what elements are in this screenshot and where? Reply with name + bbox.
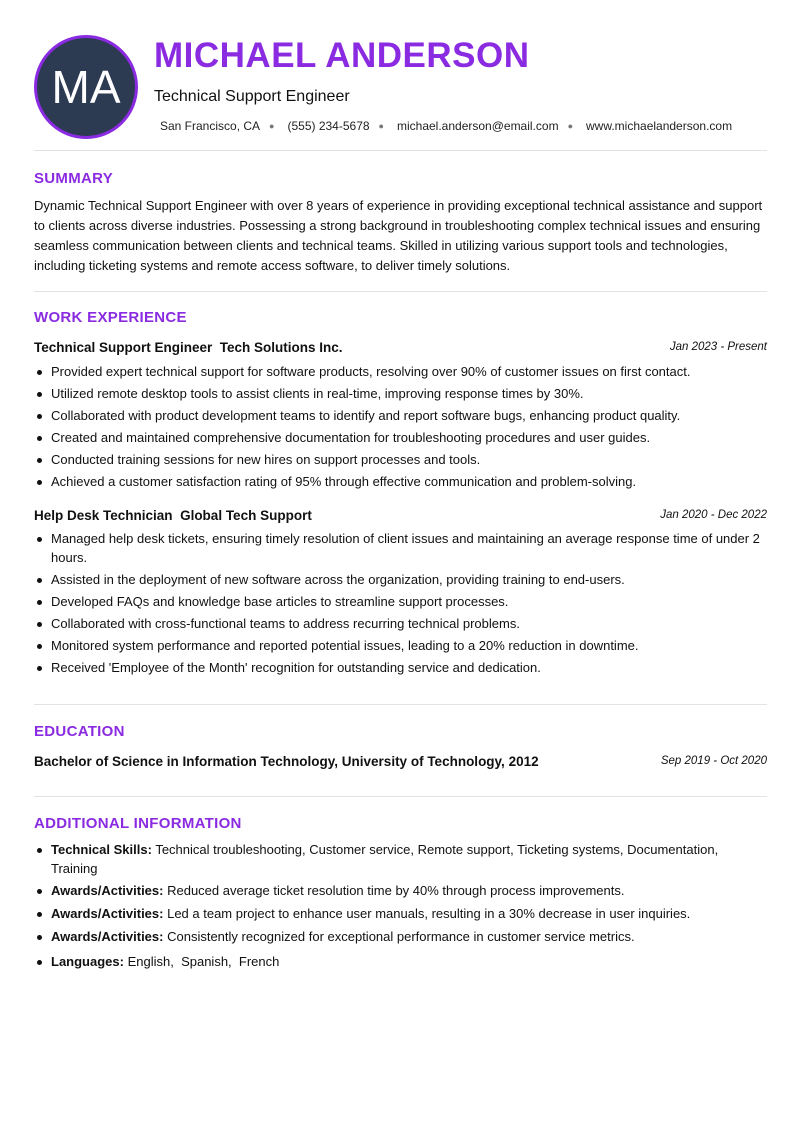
summary-text: Dynamic Technical Support Engineer with over 8 years of experience in providing exceptional technical assistance and support to clients across diverse industries. Possessing a strong background in troubleshooting complex technical issues and ensuring seamless communication between clients and technical teams. Skilled in utilizing various support tools and technologies, including ticketing systems and remote access software, to deliver timely solutions. bbox=[34, 198, 763, 273]
education-degree: Bachelor of Science in Information Technology, University of Technology, 2012 bbox=[34, 753, 539, 769]
list-item: Collaborated with cross-functional teams to address recurring technical problems. bbox=[34, 615, 767, 634]
job-bullets bbox=[34, 363, 767, 496]
separator-dot-icon: ● bbox=[567, 121, 574, 131]
candidate-name: MICHAEL ANDERSON bbox=[154, 36, 530, 75]
avatar bbox=[34, 35, 138, 139]
job-role-company bbox=[34, 340, 343, 355]
additional-heading: ADDITIONAL INFORMATION bbox=[34, 815, 242, 832]
item-label: Awards/Activities: bbox=[51, 928, 164, 944]
separator-dot-icon: ● bbox=[378, 121, 384, 131]
job-company: Global Tech Support bbox=[180, 507, 312, 523]
item-label: Technical Skills: bbox=[51, 842, 152, 857]
separator-dot-icon: ● bbox=[269, 121, 275, 131]
divider bbox=[34, 704, 767, 705]
job-dates: Jan 2023 - Present bbox=[669, 341, 767, 353]
list-item bbox=[34, 928, 767, 947]
list-item: Developed FAQs and knowledge base articles to streamline support processes. bbox=[34, 593, 767, 612]
divider bbox=[34, 150, 767, 151]
list-item: Achieved a customer satisfaction rating of 95% through effective communication and problem-solving. bbox=[34, 473, 767, 492]
list-item: Managed help desk tickets, ensuring timely resolution of client issues and maintaining an average response time of under 2 hours. bbox=[34, 530, 767, 567]
summary-heading: SUMMARY bbox=[34, 170, 114, 187]
education-dates: Sep 2019 - Oct 2020 bbox=[660, 755, 767, 767]
list-item: Monitored system performance and reported potential issues, leading to a 20% reduction in downtime. bbox=[34, 637, 767, 656]
contact-bar bbox=[160, 119, 732, 133]
list-item bbox=[34, 882, 767, 901]
list-item bbox=[34, 905, 767, 924]
job-header bbox=[34, 506, 767, 524]
job-title: Technical Support Engineer bbox=[154, 88, 350, 105]
list-item: Collaborated with product development teams to identify and report software bugs, enhancing product quality. bbox=[34, 407, 767, 426]
item-text: Led a team project to enhance user manuals, resulting in a 30% decrease in user inquiries. bbox=[167, 905, 691, 921]
contact-website[interactable]: www.michaelanderson.com bbox=[586, 119, 733, 133]
job-dates: Jan 2020 - Dec 2022 bbox=[660, 509, 767, 521]
divider bbox=[34, 796, 767, 797]
experience-heading: WORK EXPERIENCE bbox=[34, 309, 187, 326]
job-header bbox=[34, 338, 767, 356]
contact-phone: (555) 234-5678 bbox=[287, 119, 370, 133]
job-role: Help Desk Technician bbox=[34, 507, 173, 523]
job-bullets bbox=[34, 530, 767, 681]
item-text: Reduced average ticket resolution time by 40% through process improvements. bbox=[167, 883, 625, 899]
item-label: Languages: bbox=[51, 954, 124, 970]
education-entry bbox=[34, 752, 767, 770]
item-label: Awards/Activities: bbox=[51, 905, 164, 921]
item-label: Awards/Activities: bbox=[51, 883, 164, 899]
list-item: Utilized remote desktop tools to assist clients in real-time, improving response times by 30%. bbox=[34, 385, 767, 404]
education-heading: EDUCATION bbox=[34, 723, 125, 740]
list-item: Assisted in the deployment of new software across the organization, providing training to end-users. bbox=[34, 571, 767, 590]
job-role-company bbox=[34, 508, 312, 523]
item-text: Technical troubleshooting, Customer service, Remote support, Ticketing systems, Documentation, Training bbox=[51, 842, 719, 876]
contact-email[interactable]: michael.anderson@email.com bbox=[396, 119, 559, 133]
job-role: Technical Support Engineer bbox=[34, 339, 213, 355]
list-item: Conducted training sessions for new hires on support processes and tools. bbox=[34, 451, 767, 470]
item-text: English, Spanish, French bbox=[127, 954, 280, 970]
list-item bbox=[34, 953, 767, 972]
list-item bbox=[34, 841, 767, 878]
additional-list bbox=[34, 841, 767, 976]
list-item: Provided expert technical support for software products, resolving over 90% of customer issues on first contact. bbox=[34, 363, 767, 382]
list-item: Created and maintained comprehensive documentation for troubleshooting procedures and user guides. bbox=[34, 429, 767, 448]
job-company: Tech Solutions Inc. bbox=[219, 339, 343, 355]
avatar-initials: MA bbox=[51, 61, 121, 113]
list-item: Received 'Employee of the Month' recognition for outstanding service and dedication. bbox=[34, 659, 767, 678]
divider bbox=[34, 291, 767, 292]
item-text: Consistently recognized for exceptional performance in customer service metrics. bbox=[167, 928, 635, 944]
contact-location: San Francisco, CA bbox=[160, 119, 261, 133]
